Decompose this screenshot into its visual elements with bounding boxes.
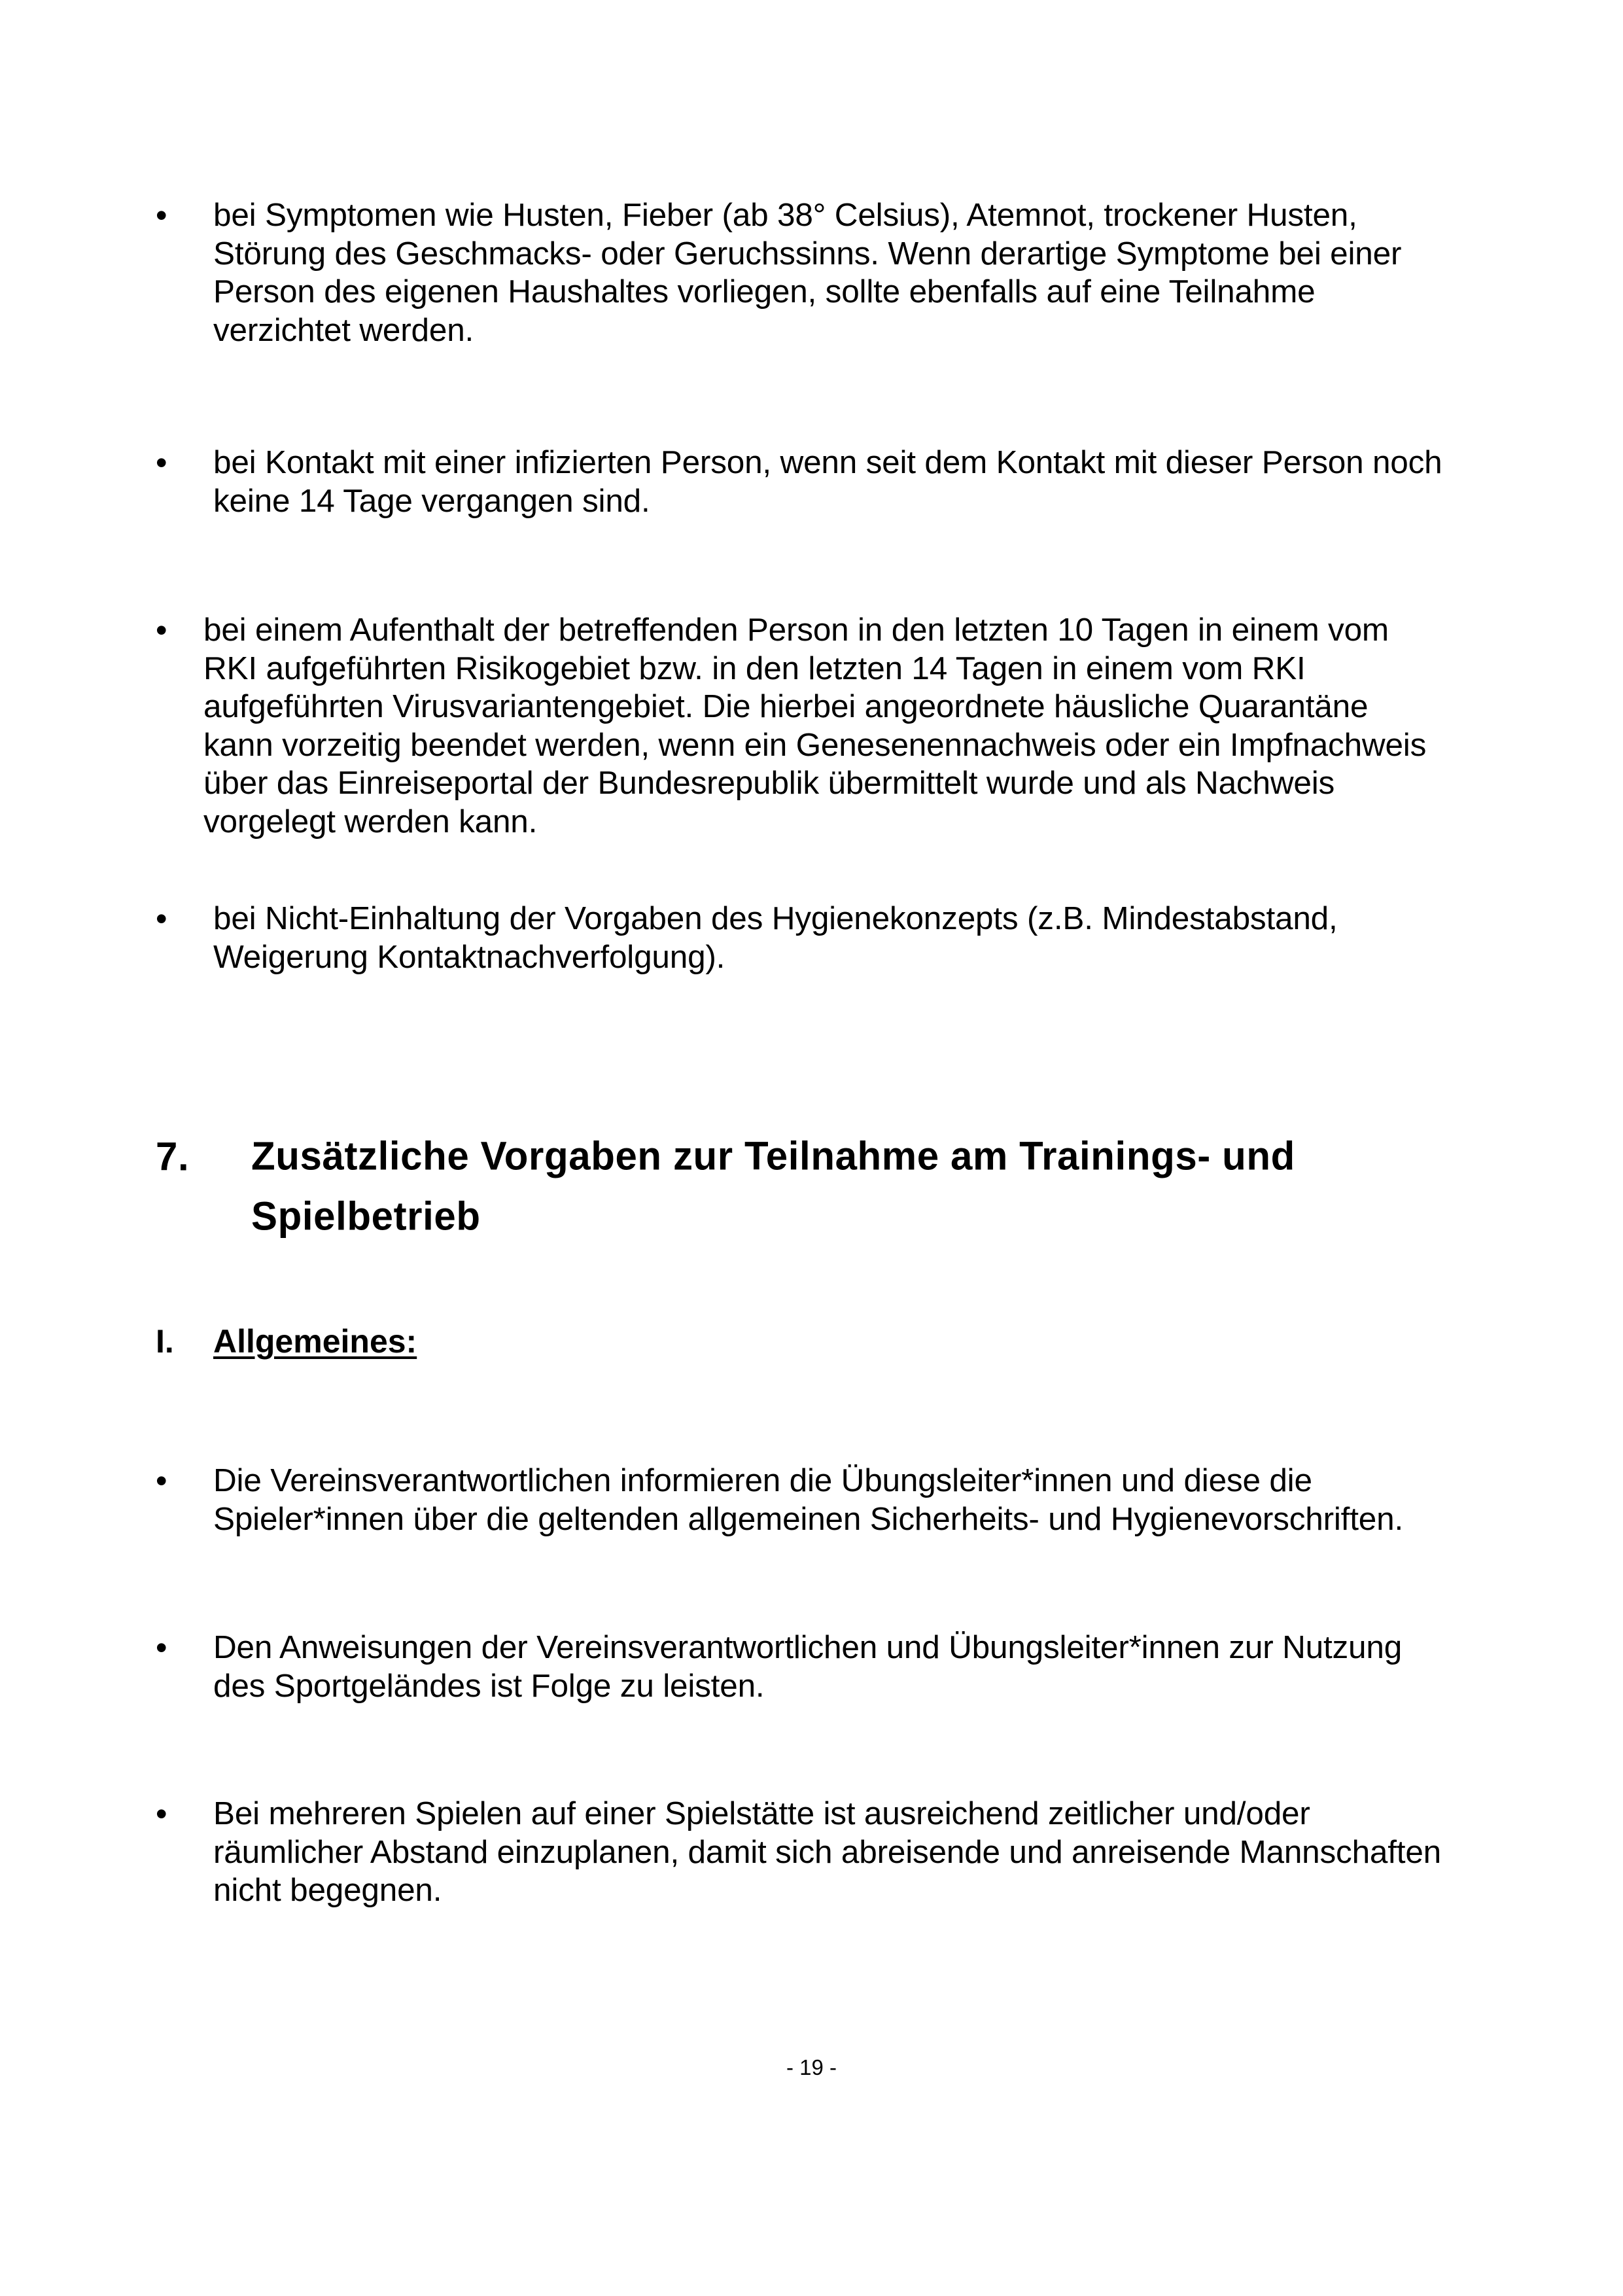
text-line: kann vorzeitig beendet werden, wenn ein Genesenennachweis oder ein Impfnachweis	[203, 726, 1427, 763]
text-line: Person des eigenen Haushaltes vorliegen, sollte ebenfalls auf eine Teilnahme	[213, 274, 1316, 309]
text-line: Bei mehreren Spielen auf einer Spielstätte ist ausreichend zeitlicher und/oder	[213, 1795, 1310, 1831]
text-line: RKI aufgeführten Risikogebiet bzw. in den letzten 14 Tagen in einem vom RKI	[203, 650, 1306, 686]
bullet-icon: •	[156, 197, 167, 234]
bullet-text	[213, 1462, 1528, 1538]
page-number: - 19 -	[786, 2055, 837, 2079]
bullet-icon: •	[156, 1795, 167, 1832]
text-line: Den Anweisungen der Vereinsverantwortlichen und Übungsleiter*innen zur Nutzung	[213, 1629, 1403, 1665]
text-line: vorgelegt werden kann.	[203, 803, 538, 839]
text-line: Störung des Geschmacks- oder Geruchssinns. Wenn derartige Symptome bei einer	[213, 235, 1402, 272]
bullet-icon: •	[156, 900, 167, 937]
text-line: bei Kontakt mit einer infizierten Person, wenn seit dem Kontakt mit dieser Person noch	[213, 444, 1442, 480]
text-line: räumlicher Abstand einzuplanen, damit sich abreisende und anreisende Mannschaften	[213, 1833, 1442, 1870]
bullet-text	[213, 196, 1528, 349]
bullet-text	[213, 900, 1528, 976]
text-line: Spieler*innen über die geltenden allgemeinen Sicherheits- und Hygienevorschriften.	[213, 1500, 1403, 1537]
section-title-line: Spielbetrieb	[251, 1193, 481, 1239]
text-line: bei Symptomen wie Husten, Fieber (ab 38° Celsius), Atemnot, trockener Husten,	[213, 197, 1357, 233]
text-line: Die Vereinsverantwortlichen informieren die Übungsleiter*innen und diese die	[213, 1462, 1312, 1498]
section-title	[251, 1126, 1295, 1246]
text-line: bei einem Aufenthalt der betreffenden Person in den letzten 10 Tagen in einem vom	[203, 612, 1389, 648]
bullet-icon: •	[156, 1462, 167, 1499]
bullet-text	[203, 611, 1518, 841]
bullet-icon: •	[156, 444, 167, 481]
text-line: bei Nicht-Einhaltung der Vorgaben des Hygienekonzepts (z.B. Mindestabstand,	[213, 900, 1338, 936]
bullet-icon: •	[156, 612, 167, 648]
text-line: keine 14 Tage vergangen sind.	[213, 482, 650, 519]
text-line: Weigerung Kontaktnachverfolgung).	[213, 938, 725, 975]
section-number: 7.	[156, 1134, 190, 1179]
text-line: aufgeführten Virusvariantengebiet. Die hierbei angeordnete häusliche Quarantäne	[203, 688, 1369, 724]
text-line: verzichtet werden.	[213, 311, 474, 348]
text-line: nicht begegnen.	[213, 1872, 442, 1908]
bullet-text	[213, 1795, 1528, 1910]
text-line: über das Einreiseportal der Bundesrepublik übermittelt wurde und als Nachweis	[203, 765, 1335, 801]
subsection-title: Allgemeines:	[213, 1323, 417, 1360]
bullet-text	[213, 1629, 1528, 1705]
subsection-number: I.	[156, 1323, 174, 1360]
bullet-icon: •	[156, 1629, 167, 1666]
text-line: des Sportgeländes ist Folge zu leisten.	[213, 1667, 765, 1704]
section-title-line: Zusätzliche Vorgaben zur Teilnahme am Trainings- und	[251, 1133, 1295, 1178]
bullet-text	[213, 444, 1528, 520]
